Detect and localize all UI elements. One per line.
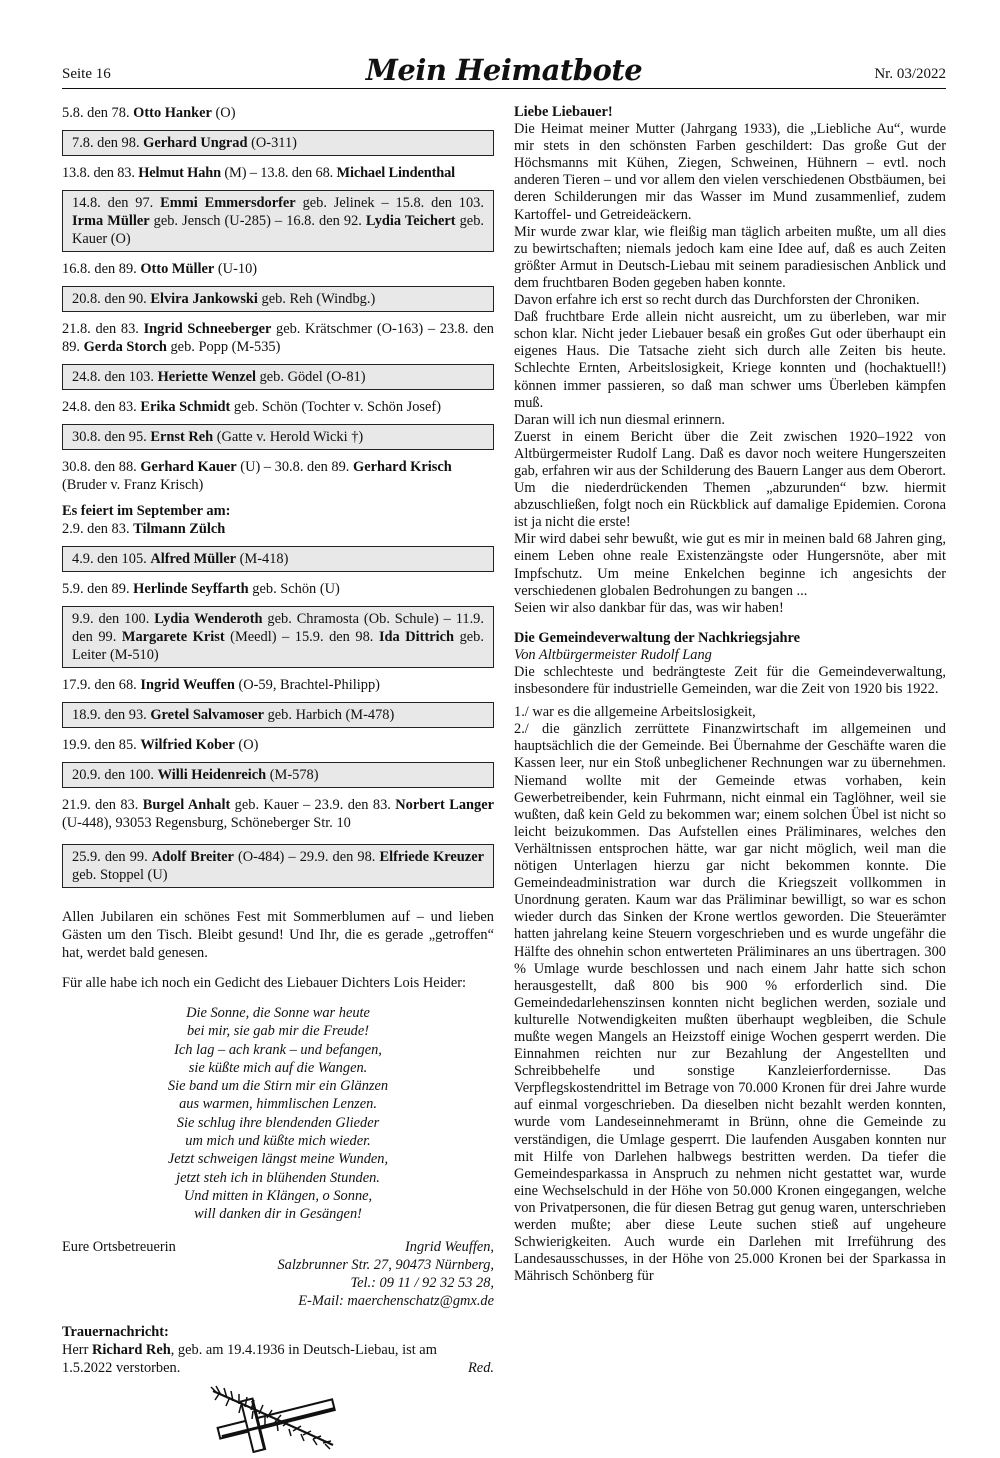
letter-paragraph: Die Heimat meiner Mutter (Jahrgang 1933), die „Liebliche Au“, wurde mir stets in den schönsten Farben geschildert: Das große Gut der Höchsmanns mit Kühen, Ziegen, Schweinen, Hühnern – evtl. noch anderen Tieren – und vor allem den vielen verschiedenen Obstbäumen, bei deren Schilderungen mir das Wasser im Mund zusammenlief, zudem Kartoffel- und Getreideäckern. (514, 121, 946, 223)
article-paragraph: 2./ die gänzlich zerrüttete Finanzwirtschaft im allgemeinen und hauptsächlich die der Gemeinde. Bei Übernahme der Geschäfte waren die Kassen leer, nur ein Stoß unbeglichener Rechnungen war zu übernehmen. Niemand wollte mit der Gemeinde etwas vorhaben, kein Gewerbetreibender, kein Fuhrmann, nicht einmal ein Taglöhner, weil sie wußten, daß kein Geld zu bekommen war; einem solchen Übel ist nicht so leicht beizukommen. Das Aufstellen eines Präliminares, welches den Verhältnissen entsprochen hätte, war gar nicht möglich, weil man die nötigen Unterlagen hierzu gar nicht bekommen konnte. Die Gemeindeadministration war durch die Kriegszeit vollkommen in Unordnung geraten. Kaum war das Präliminar bewilligt, so war es schon wieder durch das Sinken der Krone wertlos geworden. Die Steuerämter hatten jahrelang keine Steuern vorgeschrieben und es wurde ungefähr die Hälfte des ohnehin schon entwerteten Präliminares an uns übertragen. 300 % Umlage wurde beschlossen und nach einem Jahr hatte sich schon herausgestellt, daß 800 bis 900 % erforderlich sind. Die Gemeindedarlehenszinsen konnten nicht beglichen werden, soziale und kulturelle Notwendigkeiten mußten überhaupt wegbleiben, die Schule mußte wegen Mangels an Heizstoff einige Wochen gesperrt werden. Die Einnahmen reichten nur zur Bezahlung der Angestellten und Schreibbehelfe und sonstige Kanzleierfordernisse. Das Verpflegskostendrittel im Betrage von 70.000 Kronen für drei Jahre wurde auf einmal vorgeschrieben. Da dieselben nicht bezahlt werden konnten, wurde vom Landeseinnehmeramt in Brünn, ohne die Gemeinde zu verständigen, die Umlage gesperrt. Die laufenden Ausgaben konnten nur mit Hilfe von Darlehen halbwegs bestritten werden. Da tiefer die Gemeindesparkassa in Anspruch zu nehmen nicht gestattet war, wurde eine Wechselschuld in der Höhe von 50.000 Kronen eingegangen, welche von Privatpersonen, die für diesen Betrag gut genug waren, unterschrieben werden mußte; aber diese Leute suchen stieß auf ungeheure Schwierigkeiten. Auch wurde ein Darlehen mit Irreführung des Landesausschusses, in der Höhe von 25.000 Kronen bei der Sparkassa in Mährisch Schönberg für (514, 721, 946, 1285)
birthday-entry-boxed: 4.9. den 105. Alfred Müller (M-418) (62, 546, 494, 572)
birthday-entry-boxed: 7.8. den 98. Gerhard Ungrad (O-311) (62, 130, 494, 156)
poem-line: Und mitten in Klängen, o Sonne, (183, 1187, 373, 1204)
poem-line: aus warmen, himmlischen Lenzen. (179, 1096, 377, 1113)
letter-paragraph: Daß fruchtbare Erde allein nicht ausreicht, um zu überleben, war mir schon klar. Nicht jeder Liebauer besaß ein großes Gut oder überhaupt ein eigenes Haus. Die Tatsache zieht sich durch alle Zeiten bis heute. Schlechte Ernten, Arbeitslosigkeit, Kriege konnten und (hochaktuell!) können immer passieren, so daß man schwer ums Überleben kämpfen muß. (514, 309, 946, 411)
greeting-paragraph: Allen Jubilaren ein schönes Fest mit Sommerblumen auf – und lieben Gästen um den Tisch. Bleibt gesund! Und Ihr, die es gerade „getroffen“ hat, werdet bald genesen. (62, 909, 494, 961)
birthday-entry: 21.9. den 83. Burgel Anhalt geb. Kauer – 23.9. den 83. Norbert Langer (U-448), 93053 Regensburg, Schöneberger Str. 10 (62, 797, 494, 831)
article-paragraph: 1./ war es die allgemeine Arbeitslosigkeit, (514, 704, 756, 721)
poem-line: bei mir, sie gab mir die Freude! (186, 1023, 370, 1040)
poem-line: jetzt steh ich in blühenden Stunden. (176, 1169, 380, 1186)
letter-paragraph: Mir wird dabei sehr bewußt, wie gut es mir in meinen bald 68 Jahren ging, einem Leben ohne reale Existenzängste oder Hungersnöte, aber mit Impfschutz. Um meine Enkelchen beginne ich angesichts der verschiedenen globalen Bedrohungen zu bangen ... (514, 531, 946, 599)
signature-line: Ingrid Weuffen, (405, 1238, 494, 1255)
birthday-entry: 19.9. den 85. Wilfried Kober (O) (62, 737, 259, 753)
birthday-entry: 30.8. den 88. Gerhard Kauer (U) – 30.8. den 89. Gerhard Krisch (Bruder v. Franz Krisch) (62, 459, 452, 493)
birthday-entry-boxed: 20.9. den 100. Willi Heidenreich (M-578) (62, 762, 494, 788)
signature-block (62, 1238, 494, 1308)
letter-paragraph: Zuerst in einem Bericht über die Zeit zwischen 1920–1922 von Altbürgermeister Rudolf Lang. Daß es davor noch weitere Hungerszeiten gab, erfahren wir aus der Schilderung des Bauern Langer aus dem Oberort. (514, 428, 946, 479)
editor-mark: Red. (468, 1359, 494, 1376)
page-number: Seite 16 (62, 66, 111, 82)
letter-paragraph: Daran will ich nun diesmal erinnern. (514, 411, 725, 428)
birthday-entry: 16.8. den 89. Otto Müller (U-10) (62, 261, 258, 277)
birthday-entry-boxed: 30.8. den 95. Ernst Reh (Gatte v. Herold Wicki †) (62, 424, 494, 450)
signature-line: Salzbrunner Str. 27, 90473 Nürnberg, (277, 1256, 494, 1273)
obituary-title: Trauernachricht: (62, 1323, 169, 1340)
poem-line: um mich und küßte mich wieder. (185, 1133, 371, 1150)
birthday-entry: 2.9. den 83. Tilmann Zülch (62, 521, 226, 537)
birthday-entry: 5.8. den 78. Otto Hanker (O) (62, 105, 236, 121)
birthday-entry-boxed: 20.8. den 90. Elvira Jankowski geb. Reh (Windbg.) (62, 286, 494, 312)
poem (62, 1004, 494, 1224)
cross-icon (203, 1383, 353, 1453)
article-author: Von Altbürgermeister Rudolf Lang (514, 646, 712, 663)
cross-with-palm-icon (62, 1383, 494, 1458)
obituary-text: Herr Richard Reh, geb. am 19.4.1936 in Deutsch-Liebau, ist am (62, 1341, 437, 1358)
obituary-text-2: 1.5.2022 verstorben. Red. (62, 1359, 494, 1376)
signature-label: Eure Ortsbetreuerin (62, 1238, 176, 1255)
birthday-entry-boxed: 14.8. den 97. Emmi Emmersdorfer geb. Jelinek – 15.8. den 103. Irma Müller geb. Jensch (U-285) – 16.8. den 92. Lydia Teichert geb. Kauer (O) (62, 190, 494, 252)
signature-line: E-Mail: maerchenschatz@gmx.de (298, 1292, 494, 1309)
letter-paragraph: Um die niederdrückenden Themen „abzurunden“ bzw. hiermit abzuschließen, folgt noch ein Rückblick auf damalige Epidemien. Corona ist ja nicht die erste! (514, 480, 946, 531)
poem-intro: Für alle habe ich noch ein Gedicht des Liebauer Dichters Lois Heider: (62, 975, 466, 991)
poem-line: will danken dir in Gesängen! (194, 1206, 362, 1223)
article-title: Die Gemeindeverwaltung der Nachkriegsjahre (514, 629, 801, 646)
birthday-entry-boxed: 25.9. den 99. Adolf Breiter (O-484) – 29.9. den 98. Elfriede Kreuzer geb. Stoppel (U) (62, 844, 494, 888)
birthday-entry-boxed: 18.9. den 93. Gretel Salvamoser geb. Harbich (M-478) (62, 702, 494, 728)
birthday-entry-boxed: 24.8. den 103. Heriette Wenzel geb. Gödel (O-81) (62, 364, 494, 390)
page-header (62, 46, 946, 89)
issue-number: Nr. 03/2022 (874, 66, 946, 82)
poem-line: Die Sonne, die Sonne war heute (186, 1005, 370, 1021)
article-paragraph: Die schlechteste und bedrängteste Zeit für die Gemeindeverwaltung, insbesondere für industrielle Gemeinden, war die Zeit von 1920 bis 1922. (514, 664, 946, 698)
birthday-entry-boxed: 9.9. den 100. Lydia Wenderoth geb. Chramosta (Ob. Schule) – 11.9. den 99. Margarete Krist (Meedl) – 15.9. den 98. Ida Dittrich geb. Leiter (M-510) (62, 606, 494, 668)
letter-greeting: Liebe Liebauer! (514, 104, 613, 120)
masthead-logo: Mein Heimatbote (365, 53, 643, 87)
obituary-notice (62, 1323, 494, 1377)
letter-paragraph: Mir wurde zwar klar, wie fleißig man täglich arbeiten mußte, um all dies zu bewirtschaften; niemals jedoch kam eine Idee auf, daß es auch Zeiten größter Armut in Deutsch-Liebau mit seinem paradiesischen Anblick und dem fruchtbaren Boden gegeben haben konnte. (514, 223, 946, 291)
september-heading: Es feiert im September am: (62, 503, 231, 519)
signature-address (277, 1238, 494, 1310)
poem-line: Sie band um die Stirn mir ein Glänzen (167, 1078, 389, 1095)
poem-line: sie küßte mich auf die Wangen. (188, 1059, 368, 1076)
birthday-entry: 13.8. den 83. Helmut Hahn (M) – 13.8. den 68. Michael Lindenthal (62, 165, 455, 181)
poem-line: Ich lag – ach krank – und befangen, (174, 1041, 382, 1058)
right-column (514, 104, 946, 1285)
letter-paragraph: Seien wir also dankbar für das, was wir haben! (514, 599, 784, 616)
signature-line: Tel.: 09 11 / 92 32 53 28, (350, 1274, 494, 1291)
poem-line: Sie schlug ihre blendenden Glieder (176, 1114, 380, 1131)
birthday-entry: 24.8. den 83. Erika Schmidt geb. Schön (Tochter v. Schön Josef) (62, 399, 442, 415)
birthday-entry: 21.8. den 83. Ingrid Schneeberger geb. Krätschmer (O-163) – 23.8. den 89. Gerda Storch geb. Popp (M-535) (62, 321, 494, 355)
poem-line: Jetzt schweigen längst meine Wunden, (167, 1151, 389, 1168)
letter-paragraph: Davon erfahre ich erst so recht durch das Durchforsten der Chroniken. (514, 292, 920, 309)
left-column (62, 104, 494, 1458)
birthday-entry: 5.9. den 89. Herlinde Seyffarth geb. Schön (U) (62, 581, 340, 597)
birthday-entry: 17.9. den 68. Ingrid Weuffen (O-59, Brachtel-Philipp) (62, 677, 380, 693)
